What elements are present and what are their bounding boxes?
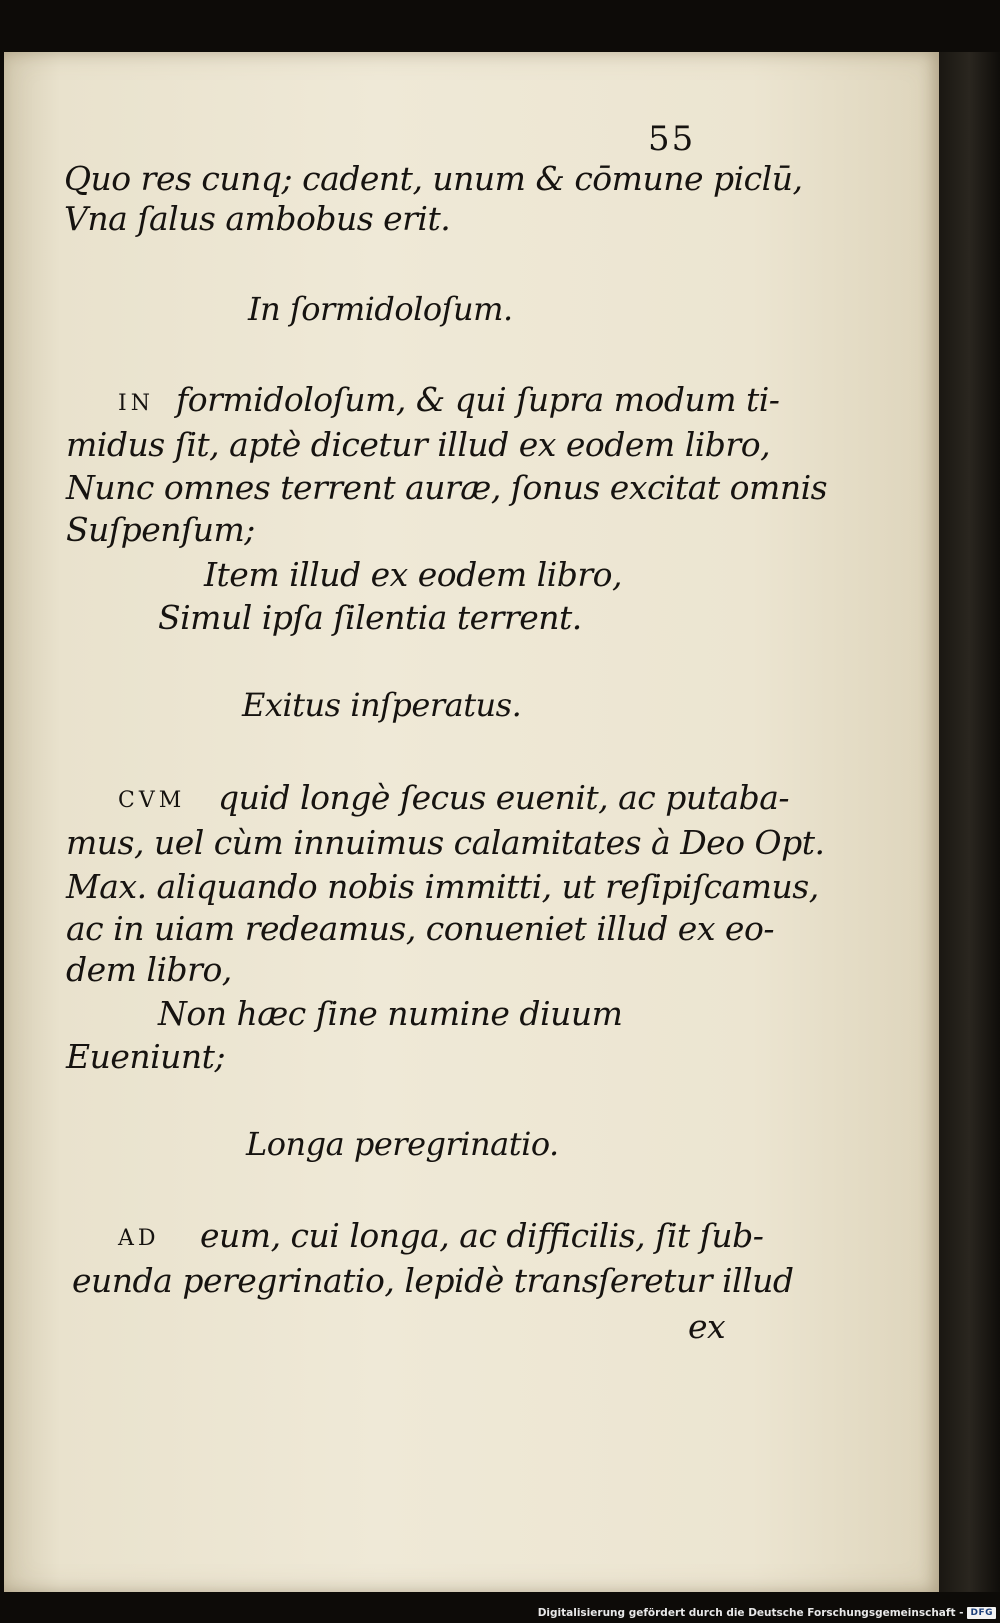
catchword: ex [688,1307,726,1346]
text-line: Simul ipſa ſilentia terrent. [158,598,582,637]
text-line: dem libro, [66,950,232,989]
text-line: Quo res cunq; cadent, unum & cōmune piclū, [64,159,803,198]
text-line: Suſpenſum; [66,510,255,549]
text-line: eunda peregrinatio, lepidè transſeretur illud [72,1261,794,1300]
footer-text: Digitalisierung gefördert durch die Deutsche Forschungsgemeinschaft - [537,1606,964,1619]
initial-letters: IN [118,391,154,416]
section-heading: Exitus inſperatus. [242,686,522,724]
section-heading: Longa peregrinatio. [246,1125,559,1163]
page-number: 55 [648,119,696,159]
footer-credit [537,1604,996,1621]
initial-letters: CVM [118,788,186,813]
initial-letters: AD [118,1226,160,1251]
text-line: quid longè ſecus euenit, ac putaba- [218,778,790,817]
text-line: Non hæc ſine numine diuum [158,994,623,1033]
text-line: formidoloſum, & qui ſupra modum ti- [176,380,780,419]
text-line: Eueniunt; [66,1037,226,1076]
text-line: ac in uiam redeamus, conueniet illud ex eo- [66,909,774,948]
text-line: Vna ſalus ambobus erit. [64,199,451,238]
dfg-logo: DFG [967,1607,996,1619]
text-line: Max. aliquando nobis immitti, ut reſipiſcamus, [66,867,819,906]
book-page [4,52,939,1592]
text-line: Nunc omnes terrent auræ, ſonus excitat omnis [66,468,828,507]
text-line: midus ſit, aptè dicetur illud ex eodem libro, [66,425,771,464]
text-line: mus, uel cùm innuimus calamitates à Deo Opt. [66,823,825,862]
book-spine [939,52,1000,1592]
section-heading: In ſormidoloſum. [248,290,513,328]
text-line: eum, cui longa, ac difficilis, ſit ſub- [200,1216,764,1255]
text-line: Item illud ex eodem libro, [204,555,622,594]
